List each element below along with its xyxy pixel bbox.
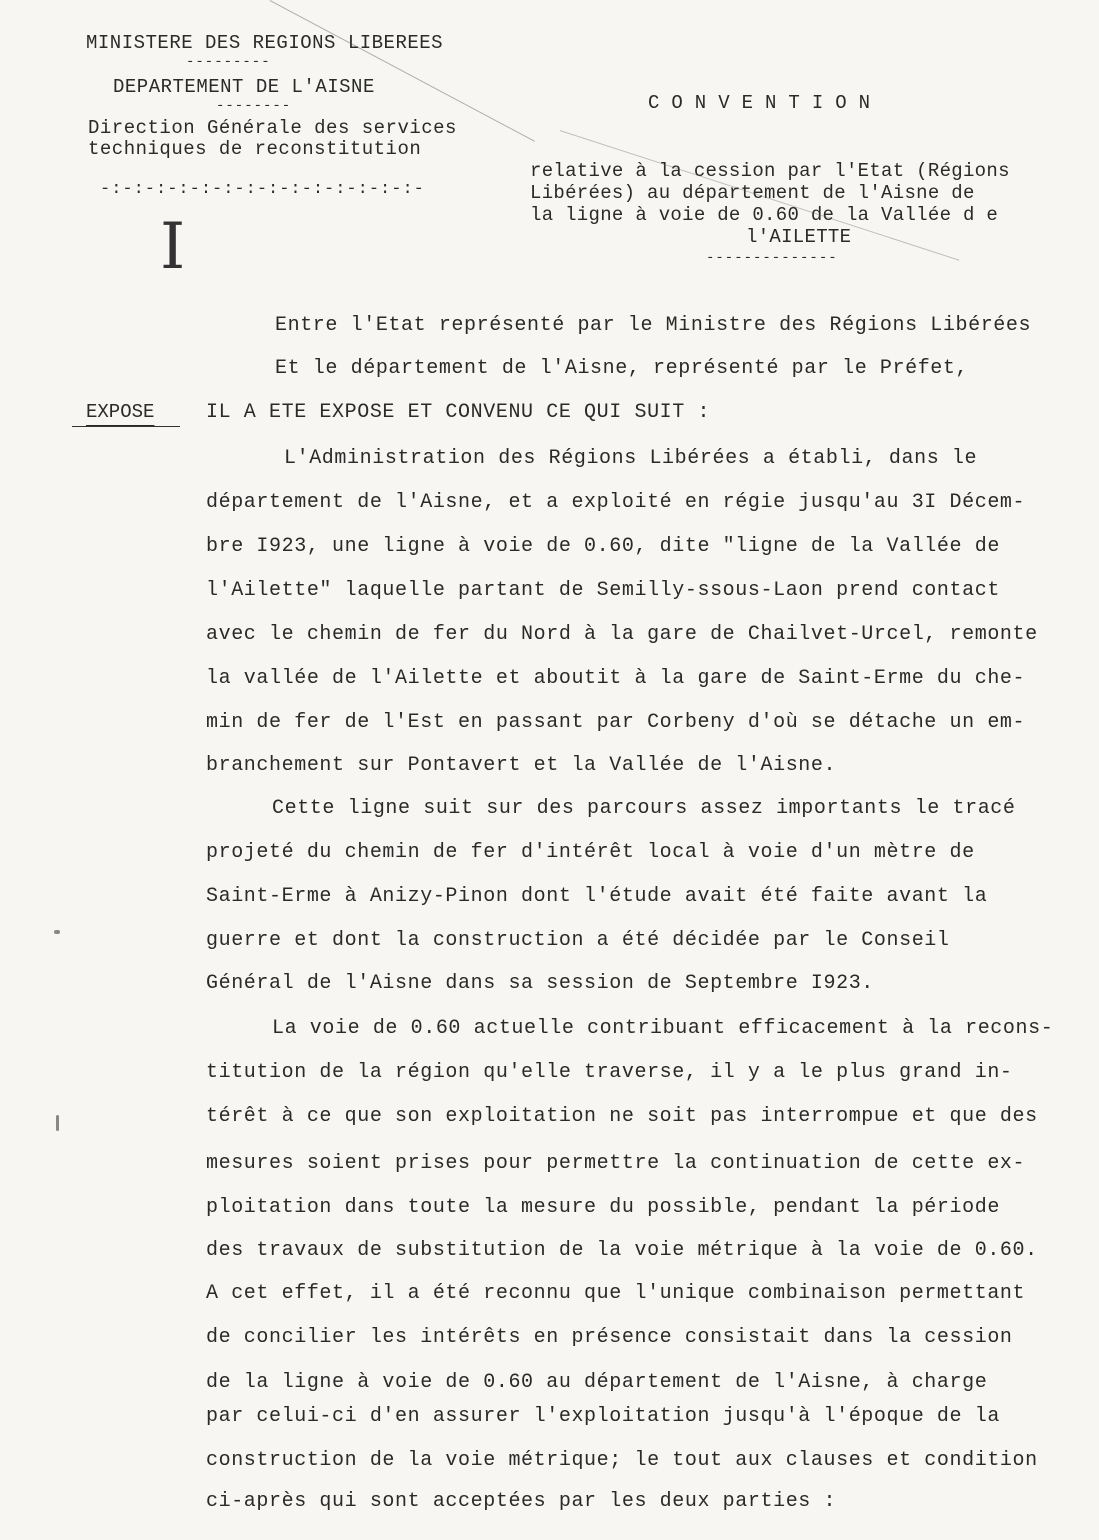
body-line: avec le chemin de fer du Nord à la gare de Chailvet-Urcel, remonte (206, 623, 1038, 646)
convention-title: CONVENTION (648, 92, 883, 114)
body-line: La voie de 0.60 actuelle contribuant efficacement à la recons- (272, 1017, 1054, 1040)
expose-heading: IL A ETE EXPOSE ET CONVENU CE QUI SUIT : (206, 401, 711, 424)
body-line: térêt à ce que son exploitation ne soit pas interrompue et que des (206, 1105, 1038, 1128)
roman-numeral: I (160, 210, 186, 284)
relative-line-1: relative à la cession par l'Etat (Régions (530, 160, 1010, 182)
relative-line-4: l'AILETTE (746, 226, 852, 248)
header-separator: -:-:-:-:-:-:-:-:-:-:-:-:-:-:- (100, 180, 425, 199)
body-line: min de fer de l'Est en passant par Corbeny d'où se détache un em- (206, 711, 1026, 734)
body-line: titution de la région qu'elle traverse, il y a le plus grand in- (206, 1061, 1013, 1084)
body-line: ci-après qui sont acceptées par les deux parties : (206, 1490, 837, 1513)
body-line: A cet effet, il a été reconnu que l'unique combinaison permettant (206, 1282, 1026, 1305)
body-line: branchement sur Pontavert et la Vallée de l'Aisne. (206, 754, 837, 777)
expose-margin-label: EXPOSE (86, 401, 155, 423)
convention-underline: -------------- (706, 250, 838, 266)
department-heading: DEPARTEMENT DE L'AISNE (113, 76, 375, 98)
parties-line-1: Entre l'Etat représenté par le Ministre des Régions Libérées (275, 314, 1032, 337)
body-line: la vallée de l'Ailette et aboutit à la gare de Saint-Erme du che- (206, 667, 1026, 690)
direction-line-1: Direction Générale des services (88, 117, 457, 139)
body-line: ploitation dans toute la mesure du possible, pendant la période (206, 1196, 1000, 1219)
direction-line-2: techniques de reconstitution (88, 138, 422, 160)
department-dash: -------- (216, 98, 292, 114)
body-line: l'Ailette" laquelle partant de Semilly-ssous-Laon prend contact (206, 579, 1000, 602)
body-line: bre I923, une ligne à voie de 0.60, dite "ligne de la Vallée de (206, 535, 1000, 558)
scan-speck (54, 930, 60, 934)
body-line: des travaux de substitution de la voie métrique à la voie de 0.60. (206, 1239, 1038, 1262)
body-line: mesures soient prises pour permettre la continuation de cette ex- (206, 1152, 1026, 1175)
body-line: Saint-Erme à Anizy-Pinon dont l'étude avait été faite avant la (206, 885, 988, 908)
body-line: Cette ligne suit sur des parcours assez importants le tracé (272, 797, 1016, 820)
body-line: guerre et dont la construction a été décidée par le Conseil (206, 929, 950, 952)
ministry-heading: MINISTERE DES REGIONS LIBEREES (86, 32, 444, 54)
ministry-dash: --------- (186, 54, 271, 70)
body-line: construction de la voie métrique; le tout aux clauses et condition (206, 1449, 1038, 1472)
body-line: de la ligne à voie de 0.60 au département de l'Aisne, à charge (206, 1371, 988, 1394)
body-line: L'Administration des Régions Libérées a établi, dans le (284, 447, 978, 470)
relative-line-3: la ligne à voie de 0.60 de la Vallée d e (530, 204, 999, 226)
scan-speck (56, 1115, 59, 1131)
body-line: département de l'Aisne, et a exploité en régie jusqu'au 3I Décem- (206, 491, 1026, 514)
body-line: Général de l'Aisne dans sa session de Septembre I923. (206, 972, 874, 995)
parties-line-2: Et le département de l'Aisne, représenté par le Préfet, (275, 357, 969, 380)
body-line: projeté du chemin de fer d'intérêt local à voie d'un mètre de (206, 841, 975, 864)
body-line: de concilier les intérêts en présence consistait dans la cession (206, 1326, 1013, 1349)
expose-rule (72, 426, 180, 427)
body-line: par celui-ci d'en assurer l'exploitation jusqu'à l'époque de la (206, 1405, 1000, 1428)
relative-line-2: Libérées) au département de l'Aisne de (530, 182, 975, 204)
